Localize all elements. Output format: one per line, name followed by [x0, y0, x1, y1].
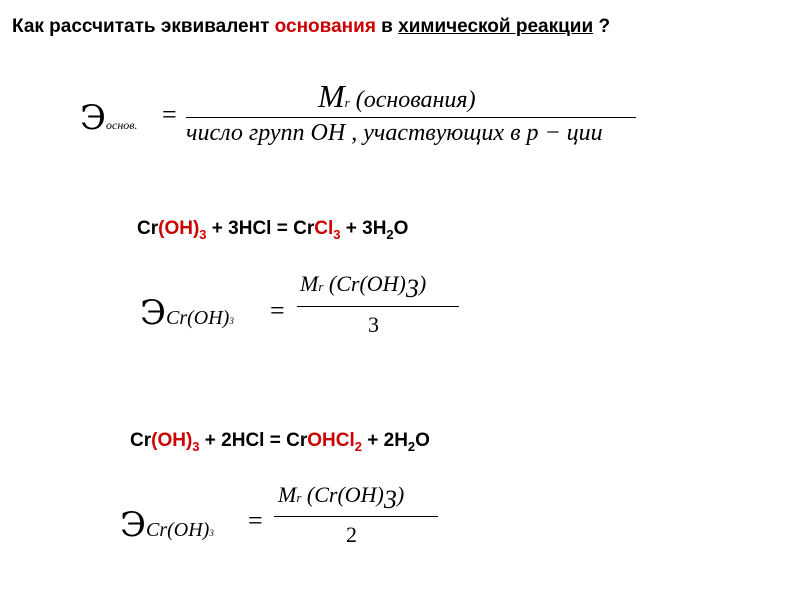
slide-title — [12, 16, 610, 38]
formula1-num-text: (основания) — [355, 87, 476, 113]
formula3-num-text: (Cr(OH) — [306, 482, 384, 507]
formula2-num-sub: 3 — [405, 274, 419, 303]
title-keyword-base: основания — [274, 16, 376, 37]
r1-part-1: Cr — [137, 218, 159, 239]
title-part-5: ? — [593, 16, 611, 37]
formula1-lhs — [80, 98, 138, 138]
formula2-lhs — [140, 293, 234, 333]
formula1-fraction-bar — [186, 117, 636, 118]
formula3-numerator — [278, 479, 405, 514]
r2-part-2: (OH) — [151, 430, 193, 451]
r2-part-7: + 2H — [361, 430, 408, 451]
formula3-lhs — [120, 505, 214, 545]
r1-part-2: (OH) — [158, 218, 200, 239]
r1-part-8: 2 — [386, 227, 394, 242]
formula3-denominator: 2 — [346, 522, 357, 547]
formula2-denominator: 3 — [368, 312, 379, 337]
r2-part-4: + 2HCl = Cr — [199, 430, 308, 451]
r1-part-7: + 3H — [340, 218, 387, 239]
formula3-num-sub: 3 — [383, 485, 397, 514]
formula1-numerator — [318, 78, 476, 115]
r1-part-3: 3 — [199, 227, 207, 242]
formula3-num-M: M — [278, 482, 297, 507]
formula3-fraction-bar — [274, 516, 438, 517]
r2-part-9: O — [415, 430, 430, 451]
formula2-num-text: (Cr(OH) — [328, 271, 406, 296]
formula3-symbol: Э — [120, 505, 147, 545]
title-part-3: в — [375, 16, 399, 37]
formula1-num-M: M — [318, 78, 345, 114]
formula1-subscript: основ. — [106, 118, 138, 132]
title-part-1: Как рассчитать эквивалент — [12, 16, 275, 37]
formula1-equals: = — [162, 100, 177, 129]
formula2-num-r: r — [318, 279, 324, 294]
formula2-fraction-bar — [297, 306, 459, 307]
r1-part-4: + 3HCl = Cr — [206, 218, 315, 239]
formula3-subsubscript: 3 — [209, 528, 214, 538]
formula3-subscript: Cr(OH) — [146, 519, 210, 541]
r2-part-5: OHCl — [307, 430, 355, 451]
r2-part-8: 2 — [407, 439, 416, 454]
r1-part-6: 3 — [333, 227, 341, 242]
r1-part-5: Cl — [314, 218, 334, 239]
formula1-symbol: Э — [80, 98, 107, 138]
formula2-equals: = — [270, 296, 285, 325]
r1-part-9: O — [393, 218, 409, 239]
reaction-1 — [137, 218, 408, 242]
formula2-subscript: Cr(OH) — [166, 307, 230, 329]
formula3-num-r: r — [296, 490, 302, 505]
r2-part-1: Cr — [130, 430, 152, 451]
formula1-denominator: число групп ОН , участвующих в р − ции — [186, 120, 603, 146]
r2-part-6: 2 — [354, 439, 362, 454]
r2-part-3: 3 — [192, 439, 200, 454]
formula2-numerator — [300, 268, 427, 303]
formula3-num-close: ) — [396, 482, 405, 507]
title-keyword-reaction: химической реакции — [398, 16, 594, 37]
formula2-subsubscript: 3 — [229, 316, 234, 326]
formula2-num-close: ) — [418, 271, 427, 296]
formula2-num-M: M — [300, 271, 319, 296]
formula2-symbol: Э — [140, 293, 167, 333]
formula1-num-r: r — [344, 95, 350, 110]
formula3-equals: = — [248, 506, 263, 535]
reaction-2 — [130, 430, 430, 454]
